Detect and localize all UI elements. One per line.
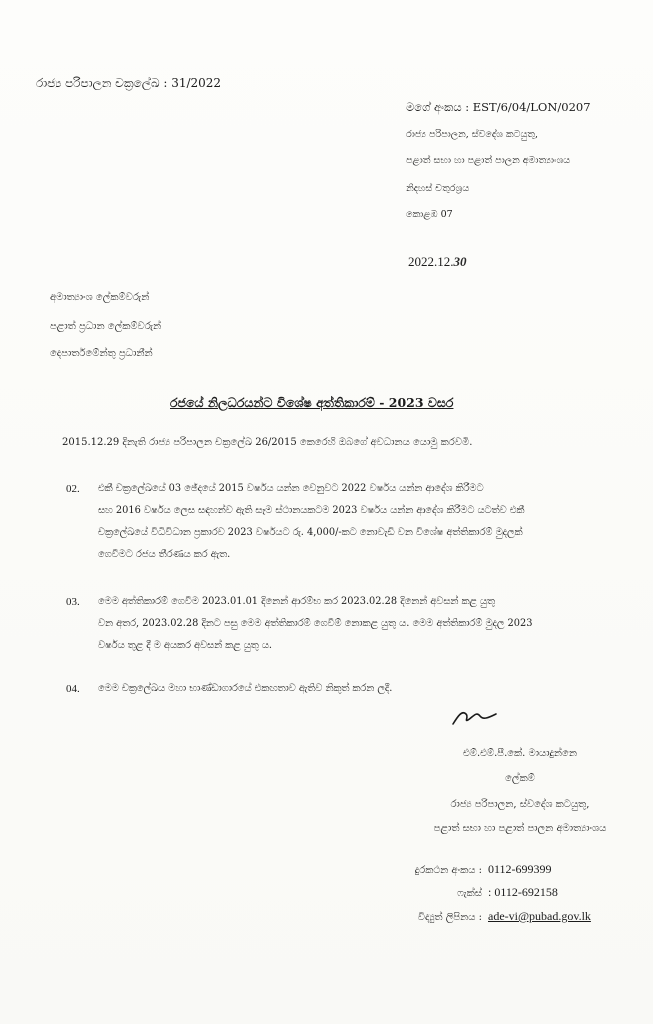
paragraph-04 [66,678,626,700]
phone-value: 0112-699399 [488,862,552,876]
paragraph-line: වන අතර, 2023.02.28 දිනට පසු මෙම අත්තිකාරම් ගෙවීම් නොකළ යුතු ය. මෙම අත්තිකාරම් මුදල 2023 [98,618,533,629]
contact-fax [400,885,558,900]
email-link[interactable]: ade-vi@pubad.gov.lk [488,909,591,923]
paragraph-line: මෙම අත්තිකාරම් ගෙවීම 2023.01.01 දිනෙන් ආරම්භ කර 2023.02.28 දිනෙන් අවසන් කළ යුතු [98,596,495,607]
paragraph-number: 03. [66,596,80,608]
fax-label: ෆැක්ස් [457,888,482,899]
contact-phone [400,862,552,877]
ministry-line-1: රාජ්‍ය පරිපාලන, ස්වදේශ කටයුතු, [406,129,539,140]
fax-value: : 0112-692158 [488,885,558,899]
paragraph-number: 02. [66,483,80,495]
paragraph-02 [66,478,626,566]
addressee-2: පළාත් ප්‍රධාන ලේකම්වරුන් [50,321,162,332]
location-line-1: නිදහස් චතුරශ්‍රය [406,183,470,194]
signatory-designation: ලේකම් [505,773,535,784]
paragraph-line: මෙම චක්‍රලේඛය මහා භාණ්ඩාගාරයේ එකඟතාව ඇතිව නිකුත් කරන ලදී. [98,683,393,694]
paragraph-line: වර්ෂය තුළ දී ම අයකර අවසන් කළ යුතු ය. [98,640,272,651]
phone-label: දුරකථන අංකය : [414,865,482,876]
circular-title: රජයේ නිලධරයන්ට විශේෂ අත්තිකාරම් - 2023 වසර [170,395,454,410]
paragraph-line: එකී චක්‍රලේඛයේ 03 ඡේදයේ 2015 වර්ෂය යන්න වෙනුවට 2022 වර්ෂය යන්න ආදේශ කිරීමට [98,483,484,494]
date [408,254,467,270]
signatory-ministry-line-2: පළාත් සභා හා පළාත් පාලන අමාත්‍යාංශය [433,823,607,834]
paragraph-03 [66,591,626,657]
paragraph-line: චක්‍රලේඛයේ විධිවිධාන ප්‍රකාරව 2023 වර්ෂයට රු. 4,000/-කට නොවැඩි වන විශේෂ අත්තිකාරම් මුදලක් [98,527,523,538]
date-printed: 2022.12. [408,254,454,269]
circular-number: රාජ්‍ය පරිපාලන චක්‍රලේඛ : 31/2022 [36,76,222,90]
handwritten-signature [450,702,500,730]
reference-number: මගේ අංකය : EST/6/04/LON/0207 [406,100,591,114]
date-handwritten: 30 [453,254,467,269]
addressee-1: අමාත්‍යාංශ ලේකම්වරුන් [50,292,150,303]
paragraph-line: සහ 2016 වර්ෂය ලෙස සඳහන්ව ඇති සෑම ස්ථානයකටම 2023 වර්ෂය යන්න ආදේශ කිරීමට යටත්ව එකී [98,505,525,516]
email-label: විද්‍යුත් ලිපිනය : [417,912,482,923]
paragraph-line: ගෙවීමට රජය තීරණය කර ඇත. [98,549,231,560]
intro-paragraph: 2015.12.29 දිනැති රාජ්‍ය පරිපාලන චක්‍රලේඛ 26/2015 කෙරෙහි ඔබගේ අවධානය යොමු කරවමි. [62,437,473,448]
location-line-2: කොළඹ 07 [406,209,453,220]
signatory-name: එම්.එම්.පී.කේ. මායාදුන්නෙ [463,748,577,759]
paragraph-number: 04. [66,683,80,695]
signatory-ministry-line-1: රාජ්‍ය පරිපාලන, ස්වදේශ කටයුතු, [450,799,590,810]
ministry-line-2: පළාත් සභා හා පළාත් පාලන අමාත්‍යාංශය [406,155,571,166]
contact-email [400,909,591,924]
addressee-3: දෙපාර්තමේන්තු ප්‍රධානීන් [50,348,153,359]
